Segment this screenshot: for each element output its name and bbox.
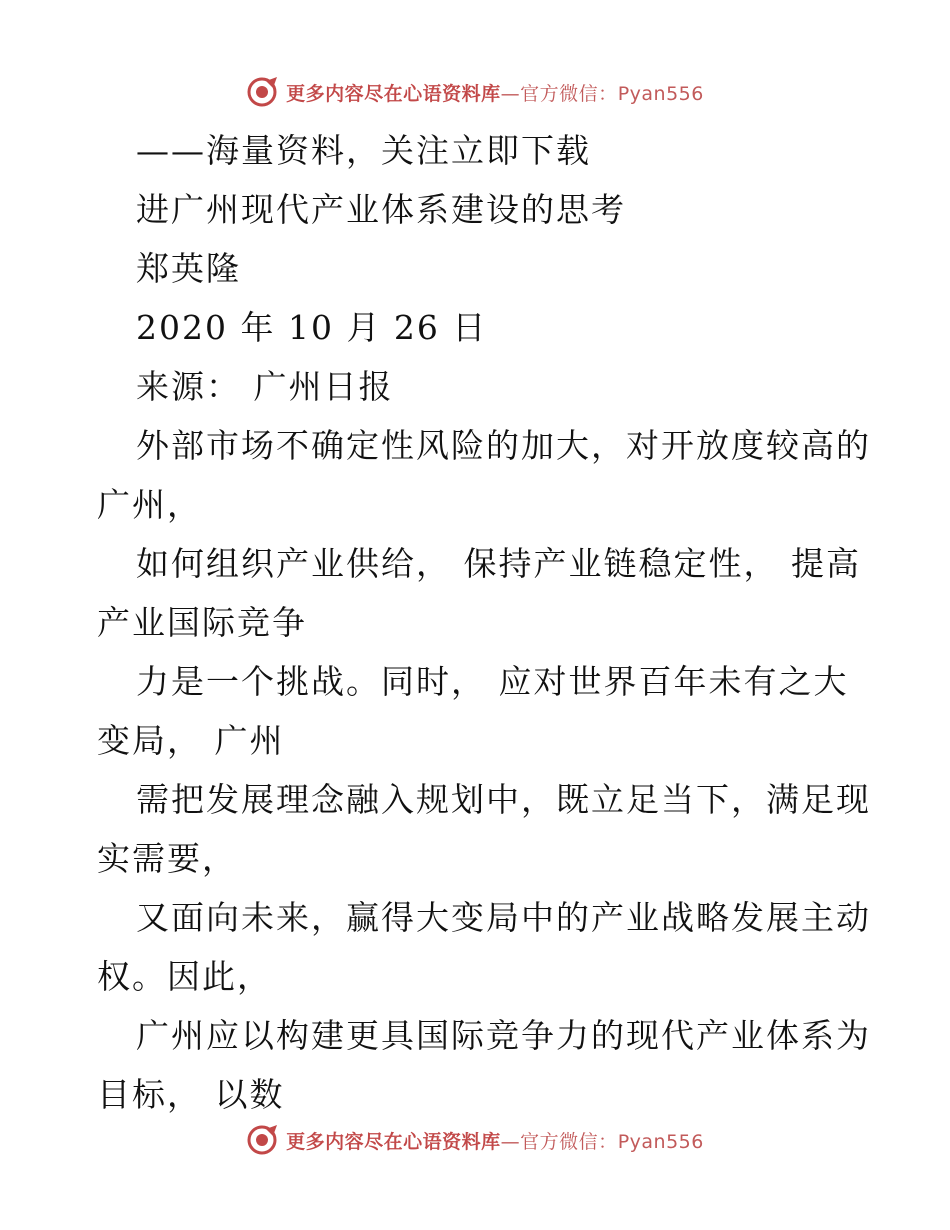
text-line: 需把发展理念融入规划中，既立足当下，满足现 <box>136 780 871 819</box>
text-line: 权。因此， <box>97 957 272 996</box>
text-line: 如何组织产业供给， 保持产业链稳定性， 提高 <box>136 544 861 583</box>
text-line: 进广州现代产业体系建设的思考 <box>136 190 626 229</box>
watermark-text: 更多内容尽在心语资料库—官方微信：Pyan556 <box>286 82 704 105</box>
pen-logo-icon <box>246 75 280 109</box>
text-line: 产业国际竞争 <box>97 603 307 642</box>
text-line: 目标， 以数 <box>97 1075 285 1114</box>
footer-watermark <box>0 1120 950 1160</box>
text-line: 广州， <box>97 485 202 524</box>
text-line: ——海量资料，关注立即下载 <box>136 131 591 170</box>
text-line: 外部市场不确定性风险的加大，对开放度较高的 <box>136 426 871 465</box>
text-line: 力是一个挑战。同时， 应对世界百年未有之大 <box>136 662 849 701</box>
text-line: 郑英隆 <box>136 249 241 288</box>
document-body <box>97 121 871 1124</box>
text-line: 2020 年 10 月 26 日 <box>136 308 488 347</box>
text-line: 又面向未来，赢得大变局中的产业战略发展主动 <box>136 898 871 937</box>
text-line: 来源： 广州日报 <box>136 367 394 406</box>
text-line: 广州应以构建更具国际竞争力的现代产业体系为 <box>136 1016 871 1055</box>
text-line: 实需要， <box>97 839 237 878</box>
header-watermark <box>0 72 950 112</box>
text-line: 变局， 广州 <box>97 721 285 760</box>
pen-logo-icon <box>246 1123 280 1157</box>
watermark-text: 更多内容尽在心语资料库—官方微信：Pyan556 <box>286 1130 704 1153</box>
